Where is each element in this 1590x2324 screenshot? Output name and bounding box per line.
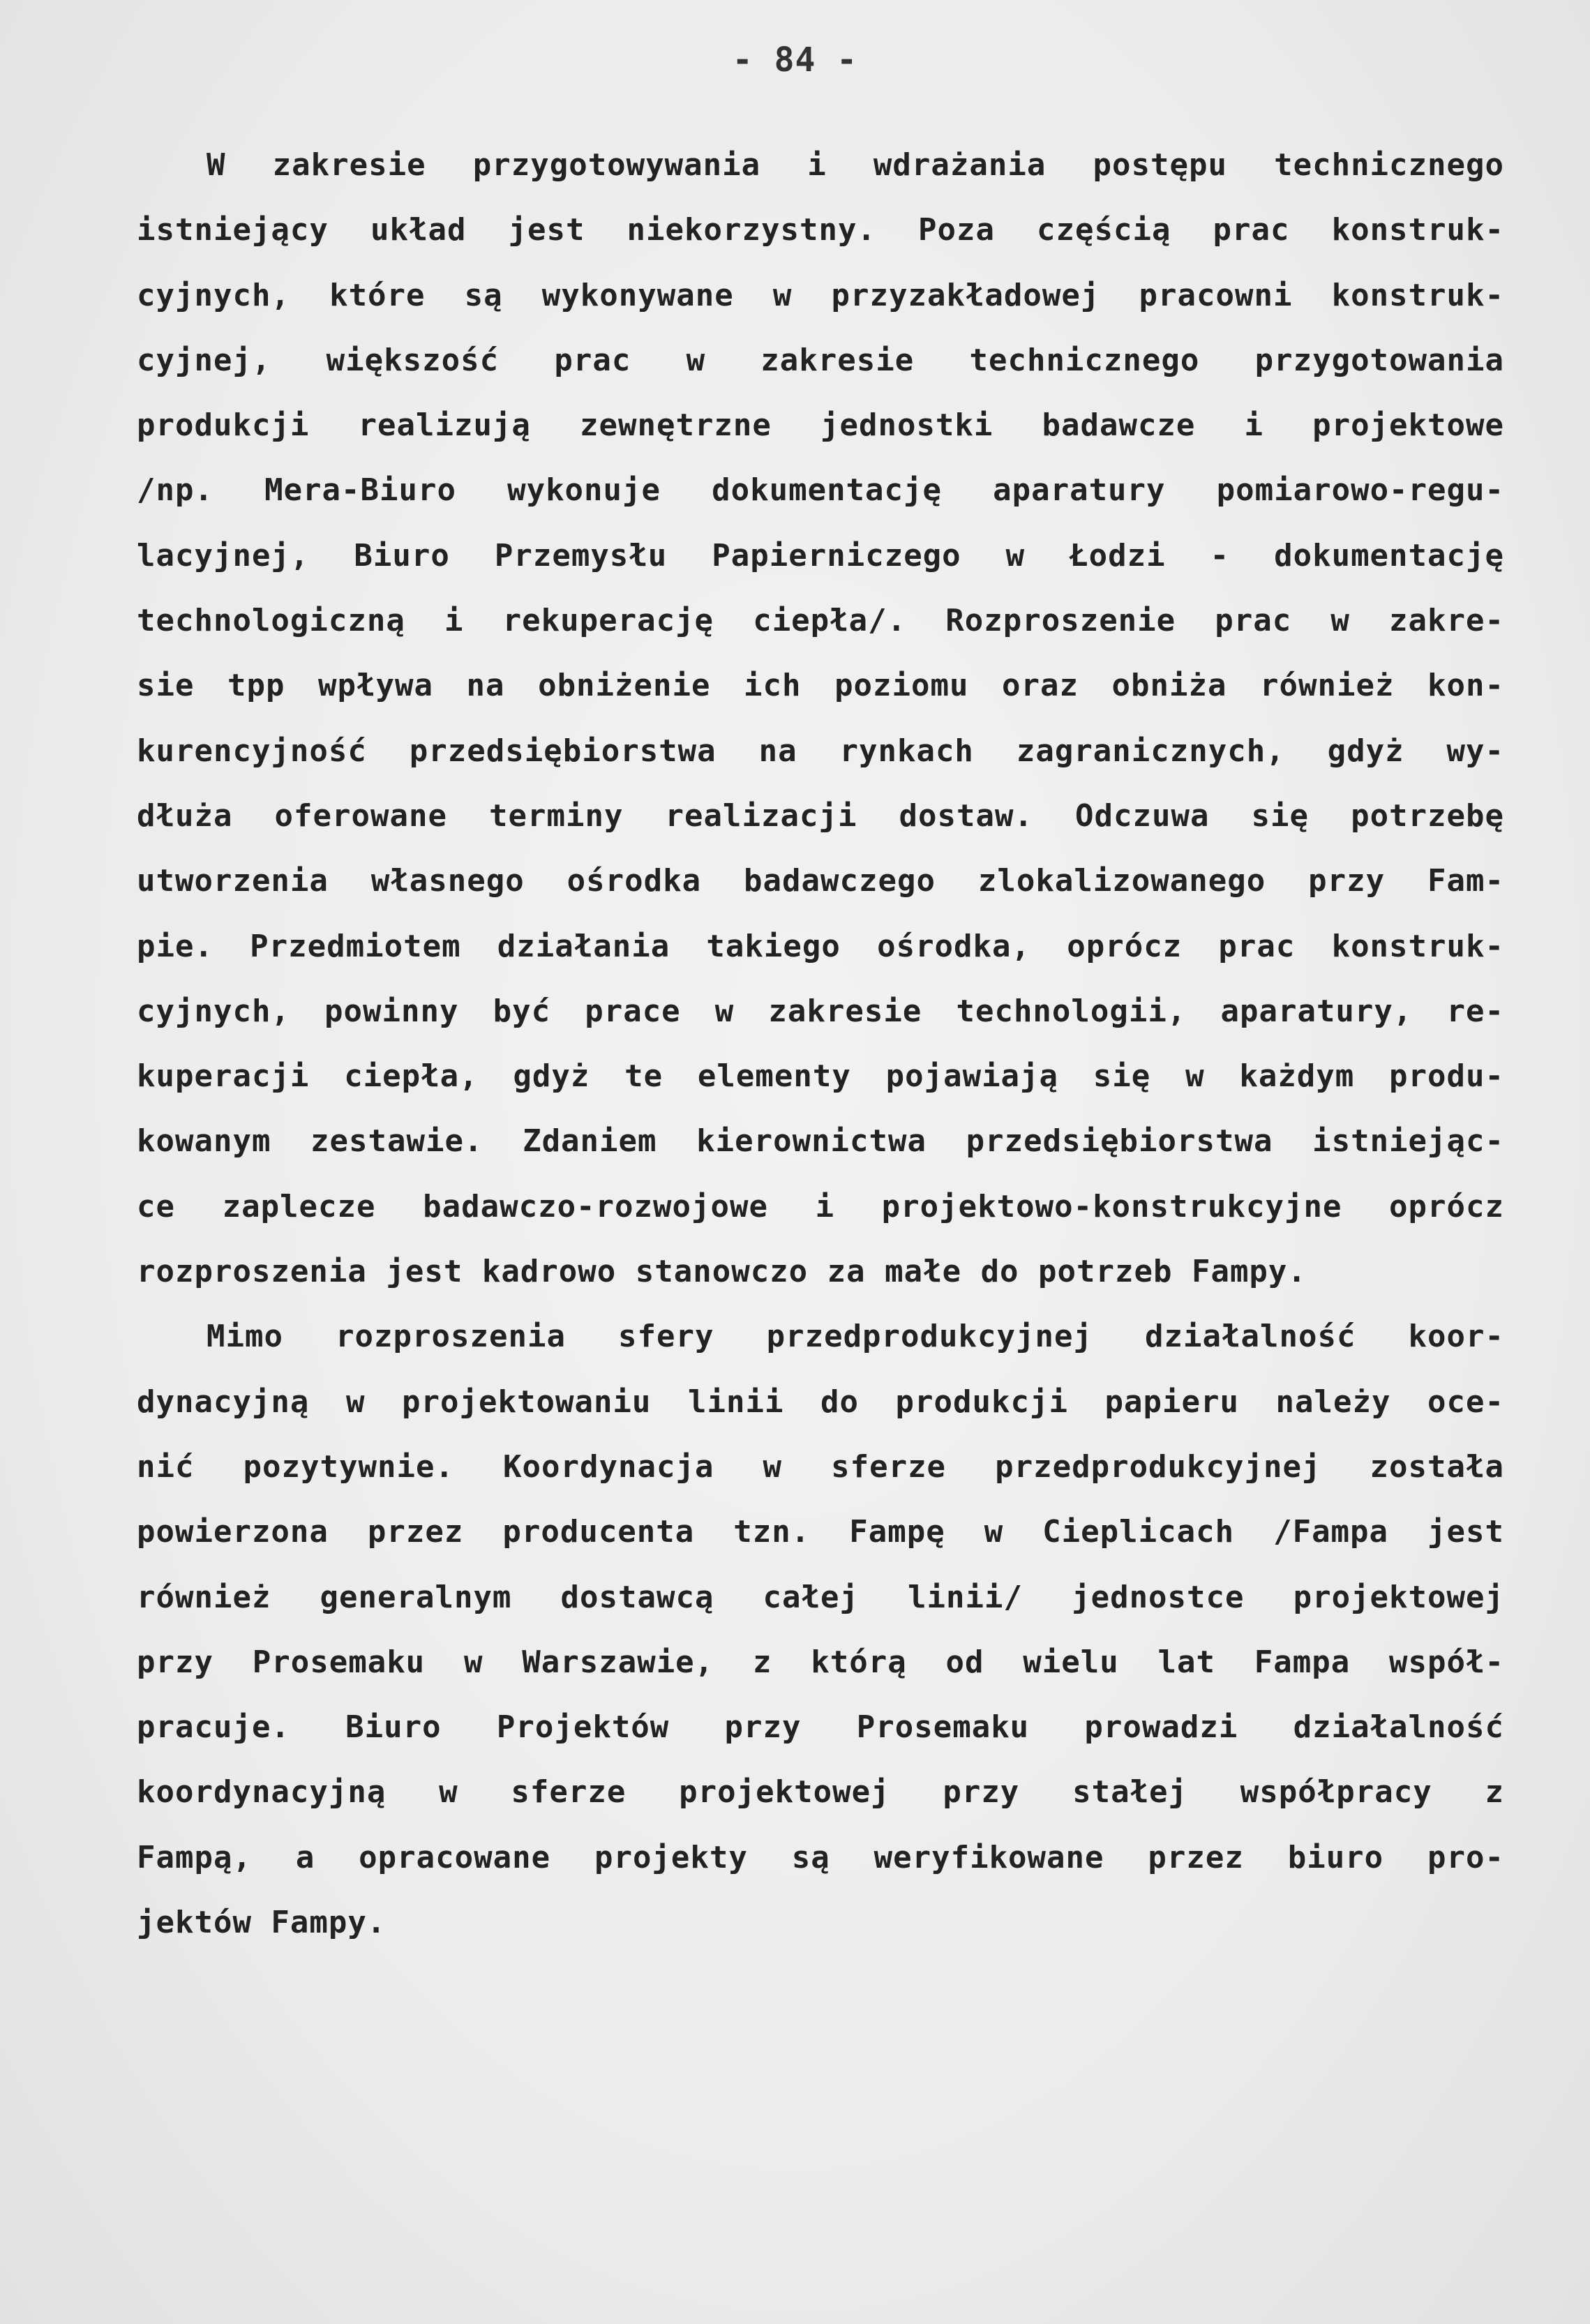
paragraph-1-line: cyjnej, większość prac w zakresie technicznego przygotowania (137, 342, 1504, 378)
paragraph-1-line: istniejący układ jest niekorzystny. Poza częścią prac konstruk- (137, 212, 1504, 248)
paragraph-2-line: przy Prosemaku w Warszawie, z którą od wielu lat Fampa współ- (137, 1644, 1504, 1680)
paragraph-1-line: pie. Przedmiotem działania takiego ośrodka, oprócz prac konstruk- (137, 928, 1504, 964)
paragraph-2-line: dynacyjną w projektowaniu linii do produkcji papieru należy oce- (137, 1384, 1504, 1420)
paragraph-2-line: Fampą, a opracowane projekty są weryfikowane przez biuro pro- (137, 1839, 1504, 1875)
paragraph-2-line: jektów Fampy. (137, 1905, 387, 1941)
page-number: - 84 - (732, 40, 858, 80)
paragraph-1-line: rozproszenia jest kadrowo stanowczo za małe do potrzeb Fampy. (137, 1254, 1307, 1290)
paragraph-1-line: cyjnych, powinny być prace w zakresie technologii, aparatury, re- (137, 993, 1504, 1029)
paragraph-1-line: dłuża oferowane terminy realizacji dostaw. Odczuwa się potrzebę (137, 797, 1504, 834)
paragraph-1-line: kowanym zestawie. Zdaniem kierownictwa przedsiębiorstwa istniejąc- (137, 1123, 1504, 1160)
paragraph-1-line: kuperacji ciepła, gdyż te elementy pojawiają się w każdym produ- (137, 1058, 1504, 1095)
paragraph-1-line: lacyjnej, Biuro Przemysłu Papierniczego w Łodzi - dokumentację (137, 537, 1504, 573)
document-body (137, 133, 1504, 1955)
paragraph-1-line: utworzenia własnego ośrodka badawczego zlokalizowanego przy Fam- (137, 863, 1504, 899)
paragraph-2-line: Mimo rozproszenia sfery przedprodukcyjnej działalność koor- (207, 1319, 1504, 1355)
paragraph-1-line: kurencyjność przedsiębiorstwa na rynkach zagranicznych, gdyż wy- (137, 733, 1504, 769)
paragraph-1-line: sie tpp wpływa na obniżenie ich poziomu oraz obniża również kon- (137, 668, 1504, 704)
paragraph-1-line: /np. Mera-Biuro wykonuje dokumentację aparatury pomiarowo-regu- (137, 472, 1504, 509)
paragraph-2-line: powierzona przez producenta tzn. Fampę w Cieplicach /Fampa jest (137, 1514, 1504, 1550)
paragraph-1-line: produkcji realizują zewnętrzne jednostki badawcze i projektowe (137, 407, 1504, 444)
paragraph-1-line: technologiczną i rekuperację ciepła/. Rozproszenie prac w zakre- (137, 603, 1504, 639)
paragraph-2-line: pracuje. Biuro Projektów przy Prosemaku prowadzi działalność (137, 1709, 1504, 1746)
paragraph-2-line: nić pozytywnie. Koordynacja w sferze przedprodukcyjnej została (137, 1448, 1504, 1485)
paragraph-1-line: cyjnych, które są wykonywane w przyzakładowej pracowni konstruk- (137, 277, 1504, 313)
paragraph-2-line: również generalnym dostawcą całej linii/ jednostce projektowej (137, 1579, 1504, 1615)
paragraph-2-line: koordynacyjną w sferze projektowej przy stałej współpracy z (137, 1774, 1504, 1811)
paragraph-1-line: W zakresie przygotowywania i wdrażania postępu technicznego (207, 147, 1504, 183)
paragraph-1-line: ce zaplecze badawczo-rozwojowe i projektowo-konstrukcyjne oprócz (137, 1188, 1504, 1224)
